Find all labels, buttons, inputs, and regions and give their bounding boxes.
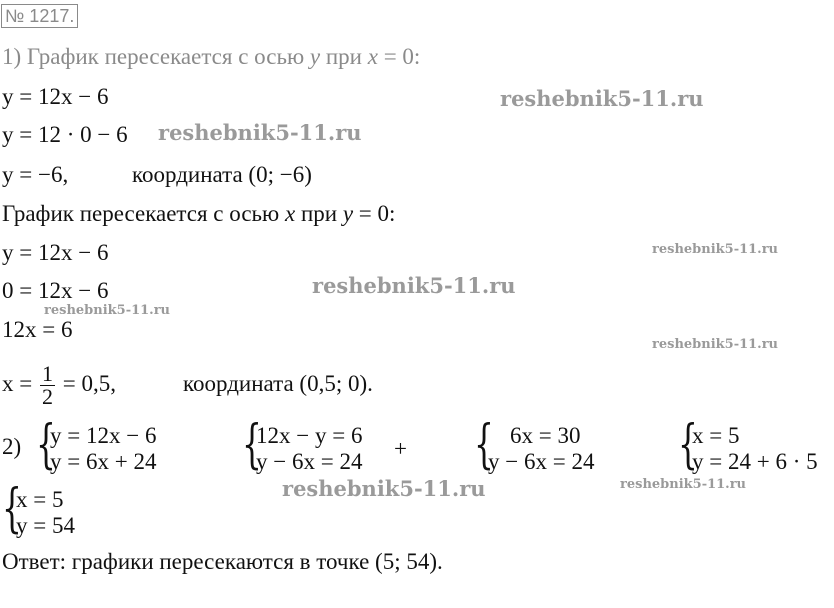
coordinate-2: координата (0,5; 0).	[183, 371, 373, 396]
system-4	[678, 415, 834, 477]
heading-var-y: y	[309, 44, 321, 69]
system-1	[36, 415, 236, 477]
watermark: reshebnik5-11.ru	[620, 477, 747, 492]
brace-icon: {	[678, 415, 698, 475]
heading-end: = 0:	[377, 44, 421, 69]
heading2-var-x: x	[284, 201, 296, 226]
fraction-right: = 0,5,	[62, 371, 116, 396]
watermark: reshebnik5-11.ru	[282, 476, 486, 501]
heading-mid: при	[320, 44, 368, 69]
equation-line-3: y = −6,	[2, 162, 69, 187]
heading-var-x: x	[367, 44, 378, 69]
equation-line-2: y = 12 · 0 − 6	[2, 122, 128, 147]
fraction-denominator: 2	[41, 384, 53, 410]
system-1-row-1: y = 12x − 6	[50, 423, 157, 448]
part1-heading	[2, 44, 420, 70]
equation-line-1: y = 12x − 6	[2, 84, 109, 109]
system-4-row-2: y = 24 + 6 · 5	[692, 449, 818, 474]
system-2-row-2: y − 6x = 24	[256, 449, 363, 474]
system-2	[242, 415, 412, 477]
watermark: reshebnik5-11.ru	[44, 303, 171, 318]
heading2-prefix: График пересекается с осью	[2, 201, 285, 226]
system-3-row-2: y − 6x = 24	[488, 449, 595, 474]
brace-icon: {	[2, 479, 22, 539]
watermark: reshebnik5-11.ru	[652, 242, 779, 257]
brace-icon: {	[242, 415, 262, 475]
plus-sign: +	[394, 436, 407, 461]
heading2-mid: при	[295, 201, 343, 226]
watermark: reshebnik5-11.ru	[652, 337, 779, 352]
equation-line-4: y = 12x − 6	[2, 240, 109, 265]
system-4-row-1: x = 5	[692, 423, 740, 448]
watermark: reshebnik5-11.ru	[312, 273, 516, 298]
equation-line-7	[2, 356, 116, 412]
fraction-numerator: 1	[41, 361, 53, 387]
brace-icon: {	[36, 415, 56, 475]
system-5-row-1: x = 5	[16, 487, 64, 512]
coordinate-1: координата (0; −6)	[132, 162, 312, 187]
heading-prefix: 1) График пересекается с осью	[2, 44, 310, 69]
part2-label: 2)	[2, 434, 22, 459]
heading2-end: = 0:	[353, 201, 396, 226]
system-3	[474, 415, 634, 477]
answer: Ответ: графики пересекаются в точке (5; 54).	[2, 549, 443, 574]
system-5	[2, 479, 122, 541]
equation-line-5: 0 = 12x − 6	[2, 278, 109, 303]
system-3-row-1: 6x = 30	[510, 423, 581, 448]
watermark: reshebnik5-11.ru	[500, 86, 704, 111]
equation-line-6: 12x = 6	[2, 317, 73, 342]
fraction	[40, 363, 55, 408]
task-number: № 1217.	[1, 4, 78, 28]
heading2-var-y: y	[342, 201, 354, 226]
system-2-row-1: 12x − y = 6	[256, 423, 363, 448]
fraction-left: x =	[2, 371, 33, 396]
part1-heading-2	[2, 201, 395, 227]
system-5-row-2: y = 54	[16, 513, 75, 538]
brace-icon: {	[474, 415, 494, 475]
watermark: reshebnik5-11.ru	[158, 120, 362, 145]
system-1-row-2: y = 6x + 24	[50, 449, 157, 474]
